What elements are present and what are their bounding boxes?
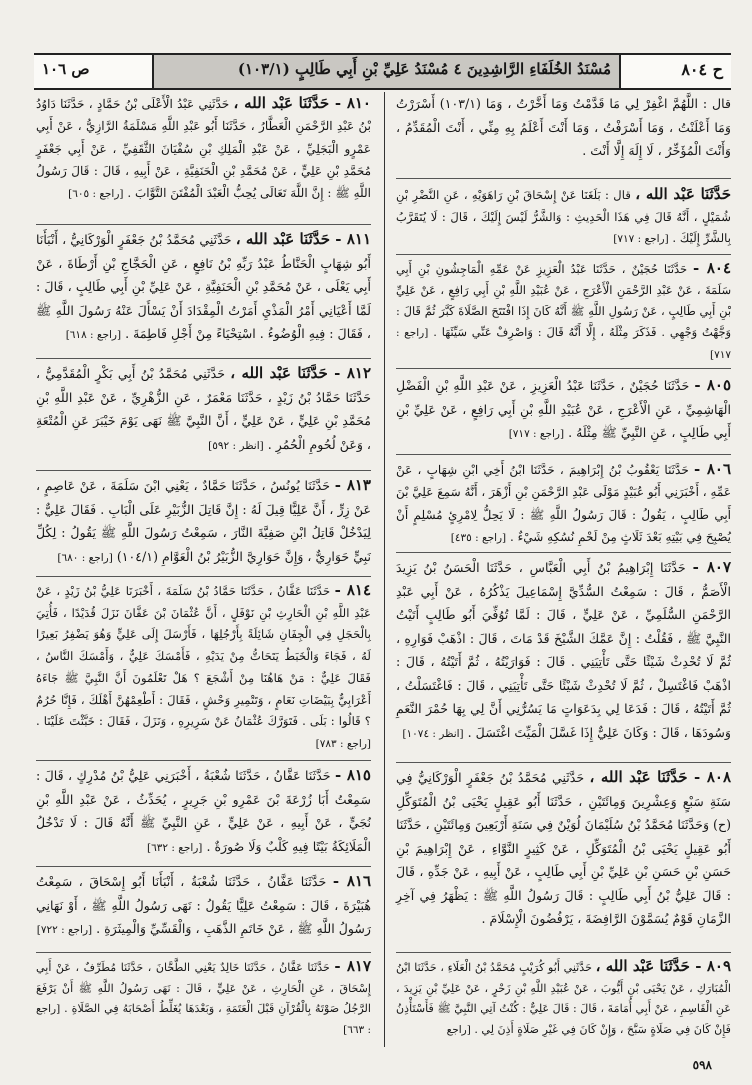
hadith-number: ٨٠٨ - حَدَّثَنَا عَبْد الله ، <box>589 768 731 786</box>
hadith-reference: [راجع : ٧١٧] <box>508 428 565 440</box>
hadith-text: قال : بَلَغَنَا عَنْ إِسْحَاقَ بْنِ رَاهَوَيْهِ ، عَنِ النَّضْرِ بْنِ شُمَيْلٍ ، أَنَّهُ قَالَ فِي هَذَا الْحَدِيثِ : وَالشَّرُّ لَيْسَ إِلَيْكَ ، قَالَ : لَا يُتَقَرَّبُ بِالشَّرِّ إِلَيْكَ . <box>396 188 731 246</box>
hadith-reference: [راجع : ٦٨٠] <box>57 551 113 564</box>
hadith-reference: [راجع : ٧١٧] <box>613 233 669 246</box>
hadith-number: ٨٠٧ - <box>692 558 731 576</box>
footer-page-number: ٥٩٨ <box>692 1058 712 1072</box>
section-separator <box>396 762 731 763</box>
hadith-block <box>396 766 731 931</box>
hadith-reference: [انظر : ٥٩٢] <box>208 439 264 452</box>
hadith-block <box>396 556 731 746</box>
section-separator <box>396 552 731 553</box>
hadith-number: ٨٠٥ - <box>694 376 731 394</box>
text-columns <box>34 92 731 1047</box>
hadith-reference: [راجع : ٧٨٣] <box>315 737 371 750</box>
hadith-number: ٨٠٩ - حَدَّثَنَا عَبْد الله ، <box>595 957 731 975</box>
hadith-reference: [راجع : ٧١٧] <box>396 327 731 362</box>
hadith-number: ٨١٠ - حَدَّثَنَا عَبْد الله ، <box>233 94 371 112</box>
hadith-text: حَدَّثَنَا عَفَّانُ ، حَدَّثَنَا شُعْبَةُ ، أَنْبَأَنَا أَبُو إِسْحَاقَ ، سَمِعْتُ هُبَيْرَةَ ، قَالَ : سَمِعْتُ عَلِيًّا يَقُولُ : نَهَى رَسُولُ اللَّهِ ﷺ ، أَوْ نَهَانِي رَسُولُ اللَّهِ ﷺ ، عَنْ خَاتَمِ الذَّهَبِ ، وَالْقَسِّيِّ وَالْمِيثَرَةِ . <box>36 874 371 936</box>
hadith-block <box>396 258 731 366</box>
hadith-text: حَدَّثَنَا حُجَيْنٌ ، حَدَّثَنَا عَبْدُ الْعَزِيزِ ، عَنْ عَبْدِ اللَّهِ بْنِ الْفَضْلِ الْهَاشِمِيِّ ، عَنِ الْأَعْرَجِ ، عَنْ عُبَيْدِ اللَّهِ بْنِ أَبِي رَافِعٍ ، عَنْ عَلِيِّ بْنِ أَبِي طَالِبٍ ، عَنِ النَّبِيِّ ﷺ مِثْلَهُ . <box>396 378 731 440</box>
hadith-text: حَدَّثَنِي عَبْدُ الْأَعْلَى بْنُ حَمَّادٍ ، حَدَّثَنَا دَاوُدُ بْنُ عَبْدِ الرَّحْمَنِ الْعَطَّارُ ، حَدَّثَنَا أَبُو عَبْدِ اللَّهِ مَسْلَمَةُ الرَّازِيُّ ، عَنْ أَبِي عَمْرٍو الْبَجَلِيِّ ، عَنْ عَبْدِ الْمَلِكِ بْنِ سُفْيَانَ الثَّقَفِيِّ ، عَنْ أَبِي جَعْفَرٍ مُحَمَّدِ بْنِ عَلِيٍّ ، عَنْ مُحَمَّدِ بْنِ الْحَنَفِيَّةِ ، عَنْ أَبِيهِ ، قَالَ : قَالَ رَسُولُ اللَّهِ ﷺ : إِنَّ اللَّهَ تَعَالَى يُحِبُّ الْعَبْدَ الْمُفْتَنَ التَّوَّابَ . <box>36 97 371 201</box>
section-separator <box>36 358 371 359</box>
hadith-text: قال : اللَّهُمَّ اغْفِرْ لِي مَا قَدَّمْتُ وَمَا أَخَّرْتُ ، وَمَا (١٠٣/١) أَسْرَرْتُ وَمَا أَعْلَنْتُ ، وَمَا أَسْرَفْتُ ، وَمَا أَنْتَ أَعْلَمُ بِهِ مِنِّي ، أَنْتَ الْمُقَدِّمُ ، وَأَنْتَ الْمُؤَخِّرُ ، لَا إِلَهَ إِلَّا أَنْتَ . <box>396 96 732 158</box>
right-column <box>396 92 731 1047</box>
hadith-reference: [راجع : ٦٠٥] <box>68 188 124 201</box>
hadith-text: حَدَّثَنَا حُجَيْنٌ ، حَدَّثَنَا عَبْدُ الْعَزِيزِ عَنْ عَمِّهِ الْمَاجِشُونِ بْنِ أَبِي سَلَمَةَ ، عَنْ عَبْدِ الرَّحْمَنِ الْأَعْرَجِ ، عَنْ عُبَيْدِ اللَّهِ بْنِ أَبِي رَافِعٍ ، عَنْ عَلِيِّ بْنِ أَبِي طَالِبٍ ، عَنْ رَسُولِ اللَّهِ ﷺ أَنَّهُ كَانَ إِذَا افْتَتَحَ الصَّلَاةَ كَبَّرَ ثُمَّ قَالَ : وَجَّهْتُ وَجْهِي . فَذَكَرَ مِثْلَهُ ، إِلَّا أَنَّهُ قَالَ : وَاصْرِفْ عَنِّي سَيِّئَهَا . <box>396 262 731 340</box>
hadith-block <box>396 92 731 163</box>
hadith-text: حَدَّثَنَا عَفَّانُ ، حَدَّثَنَا خَالِدٌ يَعْنِي الطَّحَّانَ ، حَدَّثَنَا مُطَرِّفٌ ، عَنْ أَبِي إِسْحَاقَ ، عَنِ الْحَارِثِ ، عَنْ عَلِيٍّ ، قَالَ : نَهَى رَسُولُ اللَّهِ ﷺ أَنْ يَرْفَعَ الرَّجُلُ صَوْتَهُ بِالْقُرْآنِ قَبْلَ الْعَتَمَةِ ، وَبَعْدَهَا يُغَلِّطُ أَصْحَابَهُ فِي الصَّلَاةِ . <box>36 961 372 1015</box>
section-separator <box>396 368 731 369</box>
hadith-reference: [انظر : ١٠٧٤] <box>402 727 464 740</box>
left-column <box>36 92 371 1047</box>
hadith-number: ٨١٧ - <box>334 957 372 975</box>
hadith-number: ٨١١ - حَدَّثَنَا عَبْد الله ، <box>235 230 371 248</box>
hadith-text: حَدَّثَنِي مُحَمَّدُ بْنُ جَعْفَرٍ الْوَرْكَانِيُّ ، أَنْبَأَنَا أَبُو شِهَابٍ الْحَنَّاطُ عَبْدُ رَبِّهِ بْنُ نَافِعٍ ، عَنِ الْحَجَّاجِ بْنِ أَرْطَاةَ ، عَنْ أَبِي يَعْلَى ، عَنْ مُحَمَّدِ بْنِ الْحَنَفِيَّةِ ، عَنْ عَلِيِّ بْنِ أَبِي طَالِبٍ ، قَالَ : لَمَّا أَعْيَانِي أَمْرُ الْمَذْيِ أَمَرْتُ الْمِقْدَادَ أَنْ يَسْأَلَ عَنْهُ رَسُولَ اللَّهِ ﷺ ، فَقَالَ : فِيهِ الْوُضُوءُ . اسْتِحْيَاءً مِنْ أَجْلِ فَاطِمَةَ . <box>36 232 371 341</box>
section-separator <box>36 866 371 867</box>
hadith-number: ٨٠٦ - <box>693 460 731 478</box>
section-separator <box>36 224 371 225</box>
hadith-text: حَدَّثَنَا عَفَّانُ ، حَدَّثَنَا شُعْبَةُ ، أَخْبَرَنِي عَلِيُّ بْنُ مُدْرِكٍ ، قَالَ : سَمِعْتُ أَبَا زُرْعَةَ بْنَ عَمْرِو بْنِ جَرِيرٍ ، يُحَدِّثُ ، عَنْ عَبْدِ اللَّهِ بْنِ نُجَيٍّ ، عَنْ أَبِيهِ ، عَنْ عَلِيٍّ ، عَنِ النَّبِيِّ ﷺ أَنَّهُ قَالَ : لَا تَدْخُلُ الْمَلَائِكَةُ بَيْتًا فِيهِ كَلْبٌ وَلَا صُورَةٌ . <box>36 768 371 854</box>
hadith-block <box>396 184 731 251</box>
hadith-block <box>36 92 371 205</box>
hadith-block <box>36 228 371 348</box>
hadith-number: ٨١٥ - <box>334 766 371 784</box>
hadith-block <box>36 362 371 458</box>
hadith-reference: [راجع : ٦١٨] <box>65 329 122 341</box>
hadith-reference: [راجع : ٦٣٢] <box>147 841 203 854</box>
hadith-block <box>36 956 371 1040</box>
hadith-number: ٨١٦ - <box>332 872 371 890</box>
hadith-reference: [راجع : ٧٢٢] <box>36 924 93 936</box>
column-divider <box>384 92 385 1047</box>
hadith-text: حَدَّثَنَا عَفَّانُ ، حَدَّثَنَا حَمَّادُ بْنُ سَلَمَةَ ، أَخْبَرَنَا عَلِيُّ بْنُ زَيْدٍ ، عَنْ عَبْدِ اللَّهِ بْنِ الْحَارِثِ بْنِ نَوْفَلٍ ، أَنَّ عُثْمَانَ بْنَ عَفَّانَ نَزَلَ قُدَيْدًا ، فَأُتِيَ بِالْحَجَلِ فِي الْجِفَانِ شَائِلَةً بِأَرْجُلِهَا ، فَأَرْسَلَ إِلَى عَلِيٍّ وَهُوَ يَضْفِرُ بَعِيرًا لَهُ ، فَجَاءَ وَالْخَبَطُ يَتَحَاتُّ مِنْ يَدَيْهِ ، فَأَمْسَكَ عَلِيٌّ ، وَأَمْسَكَ النَّاسُ ، فَقَالَ عَلِيٌّ : مَنْ هَاهُنَا مِنْ أَشْجَعَ ؟ هَلْ تَعْلَمُونَ أَنَّ النَّبِيَّ ﷺ جَاءَهُ أَعْرَابِيٌّ بِبَيْضَاتِ نَعَامٍ ، وَتَتْمِيرِ وَحْشٍ ، فَقَالَ : أَطْعِمْهُنَّ أَهْلَكَ ، فَإِنَّا حُرُمٌ ؟ قَالُوا : بَلَى . فَتَوَرَّكَ عُثْمَانُ عَنْ سَرِيرِهِ ، وَنَزَلَ ، فَقَالَ : خَبَّثْتَ عَلَيْنَا . <box>36 584 371 729</box>
page-header <box>34 53 731 90</box>
header-page-number: ح ٨٠٤ <box>681 60 723 79</box>
section-separator <box>36 470 371 471</box>
section-separator <box>396 254 731 255</box>
header-volume-page: ص ١٠٦ <box>42 60 90 78</box>
hadith-block <box>396 956 731 1040</box>
hadith-reference: [راجع : ٤٣٥] <box>450 531 507 544</box>
hadith-text: حَدَّثَنِي مُحَمَّدُ بْنُ جَعْفَرٍ الْوَرْكَانِيُّ فِي سَنَةِ سَبْعٍ وَعِشْرِينَ وَمِائَتَيْنِ ، حَدَّثَنَا أَبُو عَقِيلٍ يَحْيَى بْنُ الْمُتَوَكِّلِ (ح) وَحَدَّثَنَا مُحَمَّدُ بْنُ سُلَيْمَانَ لُوَيْنٌ فِي سَنَةِ أَرْبَعِينَ وَمِائَتَيْنِ ، حَدَّثَنَا أَبُو عَقِيلٍ يَحْيَى بْنُ الْمُتَوَكِّلِ ، عَنْ كَثِيرٍ النَّوَّاءِ ، عَنْ إِبْرَاهِيمَ بْنِ حَسَنِ بْنِ حَسَنِ بْنِ عَلِيِّ بْنِ أَبِي طَالِبٍ ، عَنْ أَبِيهِ ، عَنْ جَدِّهِ ، قَالَ : قَالَ عَلِيُّ بْنُ أَبِي طَالِبٍ : قَالَ رَسُولُ اللَّهِ ﷺ : يَظْهَرُ فِي آخِرِ الزَّمَانِ قَوْمٌ يُسَمَّوْنَ الرَّافِضَةَ ، يَرْفُضُونَ الْإِسْلَامَ . <box>396 770 731 926</box>
hadith-number: ٨١٤ - <box>334 581 372 599</box>
hadith-block <box>36 870 371 943</box>
hadith-text: حَدَّثَنِي أَبُو كُرَيْبٍ مُحَمَّدُ بْنُ الْعَلَاءِ ، حَدَّثَنَا ابْنُ الْمُبَارَكِ ، عَنْ يَحْيَى بْنِ أَيُّوبَ ، عَنْ عُبَيْدِ اللَّهِ بْنِ زَحْرٍ ، عَنْ عَلِيِّ بْنِ يَزِيدَ ، عَنِ الْقَاسِمِ ، عَنْ أَبِي أُمَامَةَ ، قَالَ : قَالَ عَلِيٌّ : كُنْتُ آتِي النَّبِيَّ ﷺ فَأَسْتَأْذِنُ فَإِنْ كَانَ فِي صَلَاةٍ سَبَّحَ ، وَإِنْ كَانَ فِي غَيْرِ صَلَاةٍ أَذِنَ لِي . <box>396 961 731 1036</box>
hadith-text: حَدَّثَنَا إِبْرَاهِيمُ بْنُ أَبِي الْعَبَّاسِ ، حَدَّثَنَا الْحَسَنُ بْنُ يَزِيدَ الْأَصَمُّ ، قَالَ : سَمِعْتُ السُّدِّيَّ إِسْمَاعِيلَ يَذْكُرُهُ ، عَنْ أَبِي عَبْدِ الرَّحْمَنِ السُّلَمِيِّ ، عَنْ عَلِيٍّ ، قَالَ : لَمَّا تُوُفِّيَ أَبُو طَالِبٍ أَتَيْتُ النَّبِيَّ ﷺ ، فَقُلْتُ : إِنَّ عَمَّكَ الشَّيْخَ قَدْ مَاتَ ، قَالَ : اذْهَبْ فَوَارِهِ ، ثُمَّ لَا تُحْدِثْ شَيْئًا حَتَّى تَأْتِيَنِي . قَالَ : فَوَارَيْتُهُ ، ثُمَّ أَتَيْتُهُ ، قَالَ : اذْهَبْ فَاغْتَسِلْ ، ثُمَّ لَا تُحْدِثْ شَيْئًا حَتَّى تَأْتِيَنِي ، قَالَ : فَاغْتَسَلْتُ ، ثُمَّ أَتَيْتُهُ ، قَالَ : فَدَعَا لِي بِدَعَوَاتٍ مَا يَسُرُّنِي أَنَّ لِي بِهَا حُمْرَ النَّعَمِ وَسُودَهَا ، قَالَ : وَكَانَ عَلِيٌّ إِذَا غَسَّلَ الْمَيِّتَ اغْتَسَلَ . <box>396 560 731 740</box>
hadith-text: حَدَّثَنِي مُحَمَّدُ بْنُ أَبِي بَكْرٍ الْمُقَدَّمِيُّ ، حَدَّثَنَا حَمَّادُ بْنُ زَيْدٍ ، حَدَّثَنَا مَعْمَرٌ ، عَنِ الزُّهْرِيِّ ، عَنْ عَبْدِ اللَّهِ بْنِ مُحَمَّدِ بْنِ عَلِيٍّ ، عَنْ عَلِيٍّ ، أَنَّ النَّبِيَّ ﷺ نَهَى يَوْمَ خَيْبَرَ عَنِ الْمُتْعَةِ ، وَعَنْ لُحُومِ الْحُمُرِ . <box>36 366 371 452</box>
hadith-block <box>36 764 371 860</box>
header-title: مُسْنَدُ الخُلَفَاءِ الرَّاشِدِينَ ٤ مُسْنَدُ عَلِيِّ بْنِ أَبِي طَالِبٍ (١٠٣/١) <box>237 60 611 78</box>
section-separator <box>396 178 731 179</box>
hadith-number: حَدَّثَنَا عَبْد الله ، <box>635 185 731 203</box>
section-separator <box>36 760 371 761</box>
section-separator <box>396 952 731 953</box>
hadith-block <box>36 474 371 570</box>
hadith-block <box>396 458 731 549</box>
hadith-text: حَدَّثَنَا يَعْقُوبُ بْنُ إِبْرَاهِيمَ ، حَدَّثَنَا ابْنُ أَخِي ابْنِ شِهَابٍ ، عَنْ عَمِّهِ ، أَخْبَرَنِي أَبُو عُبَيْدٍ مَوْلَى عَبْدِ الرَّحْمَنِ بْنِ أَزْهَرَ ، أَنَّهُ سَمِعَ عَلِيَّ بْنَ أَبِي طَالِبٍ ، يَقُولُ : قَالَ رَسُولُ اللَّهِ ﷺ : لَا يَحِلُّ لِامْرِئٍ مُسْلِمٍ أَنْ يُصْبِحَ فِي بَيْتِهِ بَعْدَ ثَلَاثٍ مِنْ لَحْمِ نُسُكِهِ شَيْءٌ . <box>396 463 731 544</box>
section-separator <box>396 454 731 455</box>
hadith-number: ٨٠٤ - <box>693 259 731 277</box>
section-separator <box>36 576 371 577</box>
hadith-number: ٨١٢ - حَدَّثَنَا عَبْد الله ، <box>230 364 371 382</box>
hadith-block <box>36 580 371 756</box>
hadith-text: حَدَّثَنَا يُونُسُ ، حَدَّثَنَا حَمَّادٌ ، يَعْنِي ابْنَ سَلَمَةَ ، عَنْ عَاصِمٍ ، عَنْ زِرٍّ ، أَنَّ عَلِيًّا قِيلَ لَهُ : إِنَّ قَاتِلَ الزُّبَيْرِ عَلَى الْبَابِ . فَقَالَ عَلِيٌّ : لِيَدْخُلْ قَاتِلُ ابْنِ صَفِيَّةَ النَّارَ ، سَمِعْتُ رَسُولَ اللَّهِ ﷺ يَقُولُ : لِكُلِّ نَبِيٍّ حَوَارِيٌّ ، وَإِنَّ حَوَارِيَّ الزُّبَيْرُ بْنُ الْعَوَّامِ (١٠٤/١) <box>36 478 371 564</box>
hadith-number: ٨١٣ - <box>334 476 371 494</box>
hadith-reference: [راجع : ٦٦٣] <box>36 1003 371 1036</box>
hadith-block <box>396 374 731 447</box>
section-separator <box>36 952 371 953</box>
hadith-reference: [راجع <box>446 1023 471 1036</box>
